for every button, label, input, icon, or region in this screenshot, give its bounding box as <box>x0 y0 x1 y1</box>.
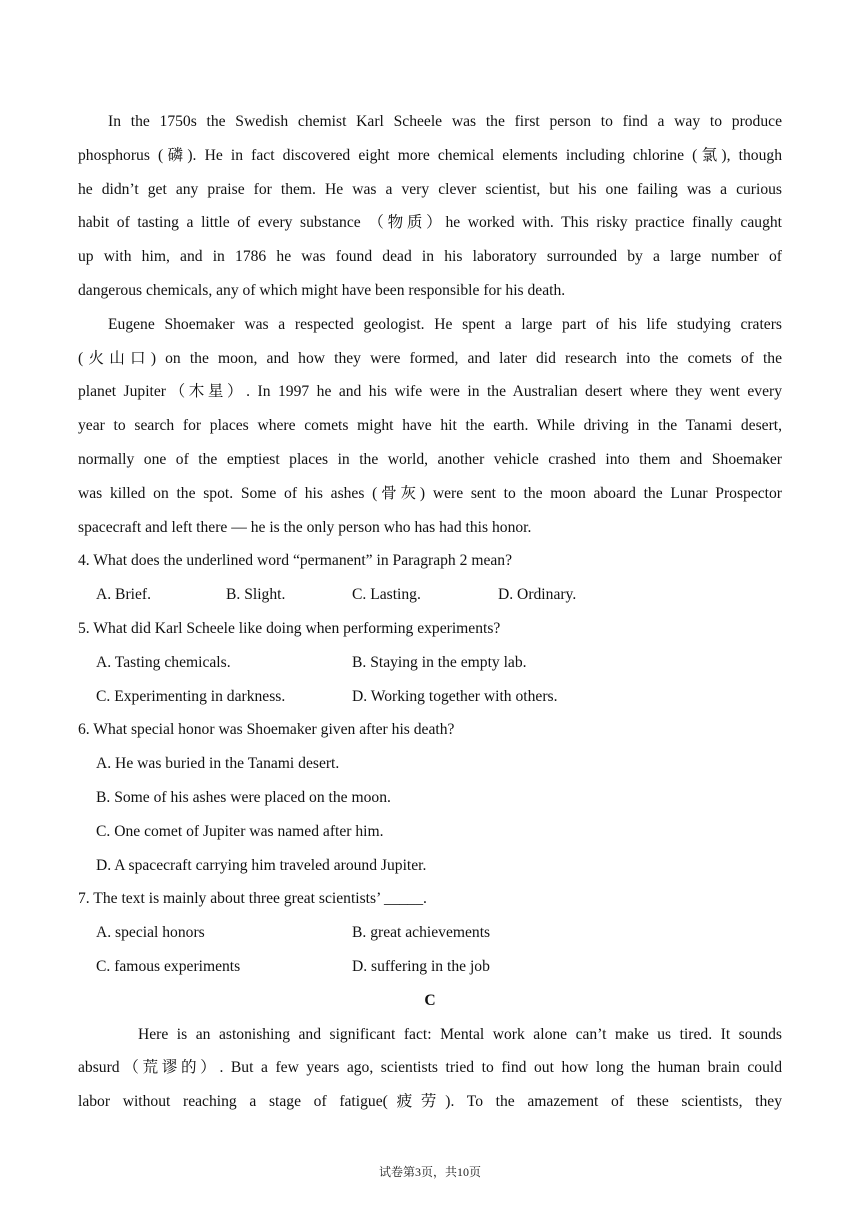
option-d: D. Ordinary. <box>498 586 577 604</box>
text-line: In the 1750s the Swedish chemist Karl Scheele was the first person to find a way to produce <box>108 113 782 130</box>
question-stem: 4. What does the underlined word “permanent” in Paragraph 2 mean? <box>78 552 513 570</box>
option-d: D. A spacecraft carrying him traveled around Jupiter. <box>96 856 427 874</box>
option-row <box>78 680 782 714</box>
option-b: B. Some of his ashes were placed on the moon. <box>96 788 391 806</box>
option-a: A. Tasting chemicals. <box>96 653 231 671</box>
option-a: A. Brief. <box>96 586 151 604</box>
option-b: B. Slight. <box>226 586 286 604</box>
text-line: habit of tasting a little of every substance （物质）he worked with. This risky practice finally caught <box>78 214 782 232</box>
question-stem: 7. The text is mainly about three great scientists’ _____. <box>78 890 427 908</box>
text-line: absurd（荒谬的）. But a few years ago, scientists tried to find out how long the human brain could <box>78 1059 782 1077</box>
text-line: labor without reaching a stage of fatigue(疲劳). To the amazement of these scientists, they <box>78 1093 782 1111</box>
option-b: B. great achievements <box>352 924 491 942</box>
question-stem: 5. What did Karl Scheele like doing when performing experiments? <box>78 619 501 637</box>
question-4 <box>78 544 782 612</box>
question-7 <box>78 882 782 983</box>
page-footer: 试卷第3页，共10页 <box>378 1165 481 1179</box>
option-a: A. He was buried in the Tanami desert. <box>96 755 340 773</box>
option-a: A. special honors <box>96 924 205 942</box>
option-c: C. famous experiments <box>96 957 241 975</box>
text-line: (火山口) on the moon, and how they were formed, and later did research into the comets of the <box>78 349 782 367</box>
option-row <box>78 578 782 612</box>
option-d: D. Working together with others. <box>352 687 558 705</box>
text-line: planet Jupiter（木星）. In 1997 he and his wife were in the Australian desert where they went every <box>78 383 782 401</box>
question-stem: 6. What special honor was Shoemaker given after his death? <box>78 721 455 739</box>
paragraph-shoemaker <box>78 308 782 545</box>
option-c: C. Lasting. <box>352 586 421 604</box>
text-line: normally one of the emptiest places in the world, another vehicle crashed into them and Shoemaker <box>78 450 782 468</box>
text-line: he didn’t get any praise for them. He was a very clever scientist, but his one failing was a curious <box>78 180 782 198</box>
text-line: spacecraft and left there — he is the only person who has had this honor. <box>78 518 532 536</box>
question-5 <box>78 612 782 713</box>
text-line: up with him, and in 1786 he was found dead in his laboratory surrounded by a large number of <box>78 248 782 266</box>
question-6 <box>78 713 782 882</box>
option-b: B. Staying in the empty lab. <box>352 653 527 671</box>
text-line: Eugene Shoemaker was a respected geologist. He spent a large part of his life studying craters <box>108 315 782 333</box>
text-line: year to search for places where comets might have hit the earth. While driving in the Tanami desert, <box>78 417 782 435</box>
option-c: C. One comet of Jupiter was named after him. <box>96 822 384 840</box>
section-heading: C <box>424 991 436 1009</box>
option-row <box>78 950 782 984</box>
text-line: phosphorus (磷). He in fact discovered eight more chemical elements including chlorine (氯), though <box>78 146 782 164</box>
text-line: dangerous chemicals, any of which might have been responsible for his death. <box>78 281 566 299</box>
document-page <box>78 105 782 1119</box>
text-line: Here is an astonishing and significant fact: Mental work alone can’t make us tired. It sounds <box>138 1025 782 1043</box>
option-row <box>78 916 782 950</box>
option-c: C. Experimenting in darkness. <box>96 687 286 705</box>
paragraph-scheele <box>78 105 782 308</box>
section-c <box>78 984 782 1119</box>
option-d: D. suffering in the job <box>352 957 490 975</box>
option-row <box>78 646 782 680</box>
text-line: was killed on the spot. Some of his ashes (骨灰) were sent to the moon aboard the Lunar Prospector <box>78 484 782 502</box>
